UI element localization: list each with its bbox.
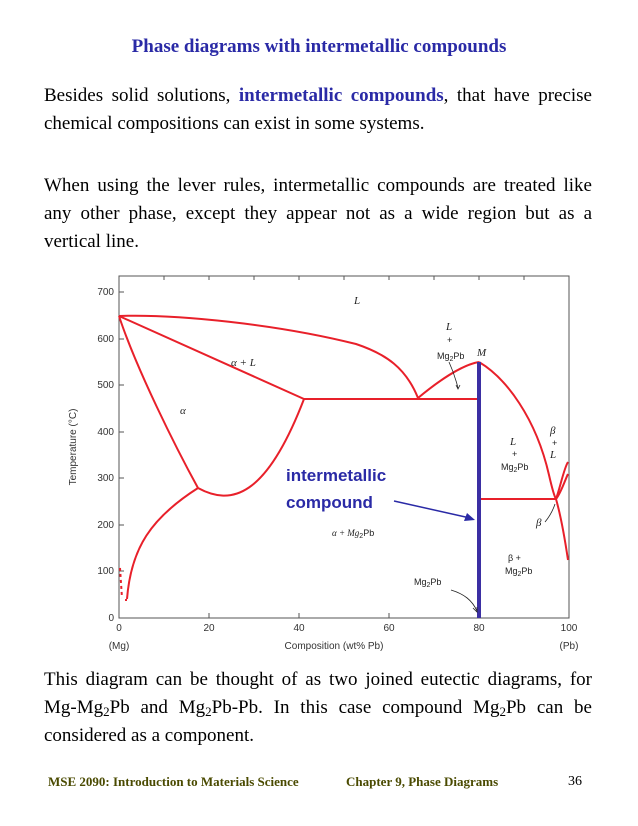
x-tick-label: 0	[116, 623, 122, 634]
region-label-alpha-mg2pb: $\alpha + Mg_2Pb$	[332, 528, 375, 540]
paragraph-text: Pb can be considered as a component.	[44, 697, 592, 746]
y-tick-label: 300	[97, 473, 114, 484]
paragraph-text: , that have precise chemical compositions can exist in some systems.	[44, 85, 592, 134]
region-label-mg2pb-top: $Mg_2Pb$	[437, 351, 465, 363]
plot-frame	[119, 276, 569, 618]
region-label-L-top: L	[446, 321, 453, 333]
region-label-beta: β	[536, 517, 542, 529]
dashed-solvus	[120, 568, 122, 598]
y-tick-label: 600	[97, 334, 114, 345]
region-label-plus-beta: +	[552, 438, 558, 448]
region-label-plus-right: +	[512, 449, 518, 459]
region-label-alpha: α	[180, 405, 186, 417]
region-label-L-right: L	[510, 436, 517, 448]
annotation-intermetallic: intermetallic	[286, 466, 387, 485]
region-label-L: L	[354, 295, 361, 307]
subscript: 2	[499, 704, 506, 719]
x-tick-label: 20	[203, 623, 215, 634]
paragraph-text: This diagram can be thought of as two joined eutectic diagrams, for Mg-Mg	[44, 669, 592, 718]
region-label-beta-mg2pb-b: $Mg_2Pb$	[505, 566, 533, 578]
y-tick-label: 200	[97, 520, 114, 531]
paragraph-intro	[44, 82, 592, 138]
highlight-term: intermetallic compounds	[238, 85, 444, 106]
footer-chapter: Chapter 9, Phase Diagrams	[346, 774, 499, 789]
region-label-mg2pb-right: $Mg_2Pb$	[501, 462, 529, 474]
region-label-beta-L-L: L	[550, 449, 557, 461]
phase-boundaries	[119, 316, 568, 601]
paragraph-text: Pb and Mg	[109, 697, 206, 718]
page-number: 36	[568, 774, 582, 789]
x-tick-label: 40	[293, 623, 305, 634]
subscript: 2	[103, 704, 110, 719]
page-title: Phase diagrams with intermetallic compounds	[131, 36, 507, 57]
region-label-beta-L: β	[550, 425, 556, 437]
annotation-arrow	[394, 501, 475, 521]
x-tick-label: 100	[560, 623, 578, 634]
region-label-plus: +	[447, 335, 453, 345]
region-label-M: M	[477, 347, 487, 359]
x-right-label: (Pb)	[559, 641, 579, 652]
region-label-beta-mg2pb: β +	[508, 553, 521, 563]
footer-course: MSE 2090: Introduction to Materials Science	[48, 774, 299, 789]
annotation-compound: compound	[286, 493, 373, 512]
y-tick-label: 500	[97, 380, 114, 391]
phase-diagram	[56, 268, 584, 654]
y-tick-label: 700	[97, 287, 114, 298]
axis-ticks	[119, 276, 524, 618]
paragraph-text: Besides solid solutions,	[44, 85, 239, 106]
y-tick-label: 400	[97, 427, 114, 438]
x-axis-label: Composition (wt% Pb)	[284, 641, 384, 652]
paragraph-lever-rule: When using the lever rules, intermetallic compounds are treated like any other phase, except they appear not as a wide region but as a vertical line.	[44, 175, 592, 252]
y-tick-label: 0	[108, 613, 114, 624]
paragraph-text: Pb-Pb. In this case compound Mg	[211, 697, 500, 718]
x-left-label: (Mg)	[108, 641, 130, 652]
x-tick-label: 60	[383, 623, 395, 634]
x-tick-label: 80	[473, 623, 485, 634]
region-label-alpha-L: α + L	[231, 357, 256, 369]
subscript: 2	[205, 704, 212, 719]
y-tick-label: 100	[97, 566, 114, 577]
y-axis-label: Temperature (°C)	[68, 408, 79, 486]
region-label-mg2pb-bottom: $Mg_2Pb$	[414, 577, 442, 589]
paragraph-conclusion	[44, 666, 592, 750]
